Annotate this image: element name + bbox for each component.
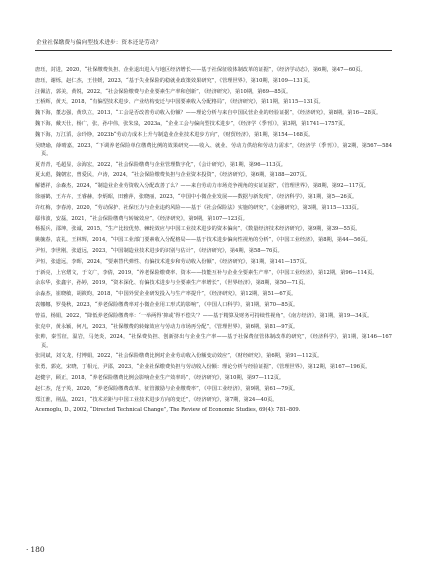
reference-entry: 郑江淮，荆晶，2021，“技术差距与中国工业技术进步方向的变迁”，《经济研究》，第7期，第24—40页。 [35, 396, 278, 403]
page-number-bullet: · [26, 545, 29, 554]
reference-entry: 吴晓瑜，薛晴嘉，2023，“下调养老保险单位缴费比例的效果研究——收入、就业、劳动力供给和劳动力需求”，《经济学（季刊）》，第2期，第567—584页。 [35, 142, 392, 157]
reference-entry: 姚毓春，袁礼，王林辉，2014，“中国工业部门要素收入分配格局——基于技术进步偏向性视角的分析”，《中国工业经济》，第8期，第44—56页。 [35, 237, 371, 244]
reference-entry: Acemoglu, D., 2002, “Directed Technical Change”, The Review of Economic Studies, 69(4): 781–809. [35, 407, 301, 414]
header-rule [35, 50, 392, 51]
page-number-value: 180 [30, 545, 45, 554]
reference-entry: 徐丽鹤，王卉卉，王睿赫，李炳昭，田雅萍，张晓丽，2023，“中国中小微企业发展——数据与新发现”，《经济科学》，第1期，第5—26页。 [35, 193, 358, 200]
reference-entry: 杨振兵，邵坤，张诚，2015，“生产比较优势、棘轮效应与中国工业技术进步的资本偏向”，《数量经济技术经济研究》，第9期，第39—55页。 [35, 226, 361, 233]
reference-entry: 尹恒，李世刚，张道远，2023，“中国制造业技术进步的识别与估计”，《经济研究》，第4期，第58—76页。 [35, 247, 283, 254]
reference-entry: 袁娜娜，罗曼秋，2023，“养老保险缴费率对小微企业用工形式的影响”，《中国人口科学》，第1期，第70—85页。 [35, 301, 299, 308]
reference-entry: 赵仁杰，范子英，2020，“养老保险缴费改革、征管激励与企业缴费率”，《中国工业经济》，第9期，第61—79页。 [35, 385, 299, 392]
reference-entry: 张同斌，刘文龙，付博娟，2022，“社会保险缴费比例对企业劳动收入份额变动效应”，《财经研究》，第6期，第91—112页。 [35, 353, 323, 360]
reference-list [35, 66, 392, 417]
reference-entry: 鄢伟波，安磊，2021，“社会保险缴费与转嫁效应”，《经济研究》，第9期，第107—123页。 [35, 215, 248, 222]
reference-entry: 夏青青，毛超显，余海宏，2022，“社会保险缴费与企业管理数字化”，《会计研究》，第1期，第96—113页。 [35, 161, 286, 168]
reference-entry: 汪佩洁，郭美，黄锐，2022，“社会保险缴费与企业要素生产率和创新”，《经济研究》，第10期，第69—85页。 [35, 88, 292, 95]
reference-entry: 尹恒，张道远，李晖，2024，“要素替代弹性、有偏技术进步和劳动收入份额”，《经济研究》，第1期，第141—157页。 [35, 258, 311, 265]
reference-entry: 曾益，杨娟，2022，“降低养老保险缴费率：‘一举两得’抑或‘得不偿失’？——基于精算及财务可持续性视角”，《南方经济》，第1期，第19—34页。 [35, 312, 373, 319]
reference-entry: 张帅，秦雪征，温岩，马尧炎，2024，“社保费负担、创新挤出与企业生产率——基于社保费征管体制改革的研究”，《经济科学》，第1期，第146—167页。 [35, 334, 392, 349]
page-number [26, 545, 45, 554]
reference-entry: 余淼杰，崔晓敏，胡筱昀，2018，“中国外贸企业研发投入与生产率提升”，《经济研究》，第12期，第51—67页。 [35, 291, 297, 298]
reference-entry: 魏下海，董志强，黄玖立，2013，“工会是否改善劳动收入份额？——理论分析与来自中国民营企业的经验证据”，《经济研究》，第8期，第16—28页。 [35, 110, 382, 117]
reference-entry: 赵健宇，顾正，2018，“养老保险缴费比例会影响企业生产效率吗”，《经济研究》，第10期，第97—112页。 [35, 374, 285, 381]
reference-entry: 余东华，张鑫宇，孙婷，2019，“资本深化、有偏技术进步与全要素生产率增长”，《世界经济》，第8期，第50—71页。 [35, 280, 309, 287]
reference-entry: 唐珏，封进，2020，“社保缴费负担、企业退出进入与地区经济增长——基于社保征收体制改革的证据”，《经济学动态》，第6期，第47—60页。 [35, 67, 366, 73]
reference-entry: 魏下海，万江滔，余玲铮，2023b“劳动力成本上升与制造业企业技术进步方向”，《财贸经济》，第1期，第154—168页。 [35, 131, 314, 138]
reference-entry: 于新亮，上官熠文，于文广，李倩，2019，“养老保险缴费率、资本——技能互补与企业全要素生产率”，《中国工业经济》，第12期，第96—114页。 [35, 269, 378, 276]
reference-entry: 夏太彪，魏朝宏，曾爱民，卢涛，2024，“社会保险缴费负担与企业资本投资”，《经济研究》，第6期，第188—207页。 [35, 172, 311, 179]
reference-entry: 魏下海，戴天仕，杨广，张，孙中伟，张朱泉，2023a，“企业工会与偏向型技术进步”，《经济学（季刊）》，第3期，第1741—1757页。 [35, 120, 349, 127]
running-header: 企业社保缴费与偏向型技术进步：资本还是劳动？ [36, 40, 162, 46]
reference-entry: 唐珏，谢烁，赵仁杰，王佳媛，2023，“基于失业保险的稳就业政策效果研究”，《管理世界》，第10期，第109—131页。 [35, 77, 314, 84]
reference-entry: 解德祥，余森杰，2024，“制造业企业劳资收入分配改善了么？——来自劳动力市场竞争视角的实证证据”，《管理世界》，第8期，第92—117页。 [35, 183, 369, 190]
reference-entry: 许红梅，李春涛，2020，“劳动保护、社保压力与企业违约风险——基于《社会保险法》实施的研究”，《金融研究》，第3期，第115—133页。 [35, 204, 362, 211]
reference-entry: 张克中，黄永颖，何凡，2023，“社保缴费的转嫁效应与劳动力市场再分配”，《管理世界》，第6期，第81—97页。 [35, 323, 299, 330]
reference-entry: 王桥辉，黄天，2018，“有偏型技术进步、产业结构变迁与中国要素收入分配格局”，《经济研究》，第11期，第115—131页。 [35, 99, 324, 106]
reference-entry: 张勇，郭克，宋晓，丁相元，尹邵，2023，“企业社保缴费负担与劳动收入份额：理论分析与经验证据”，《管理世界》，第12期，第167—196页。 [35, 364, 371, 371]
